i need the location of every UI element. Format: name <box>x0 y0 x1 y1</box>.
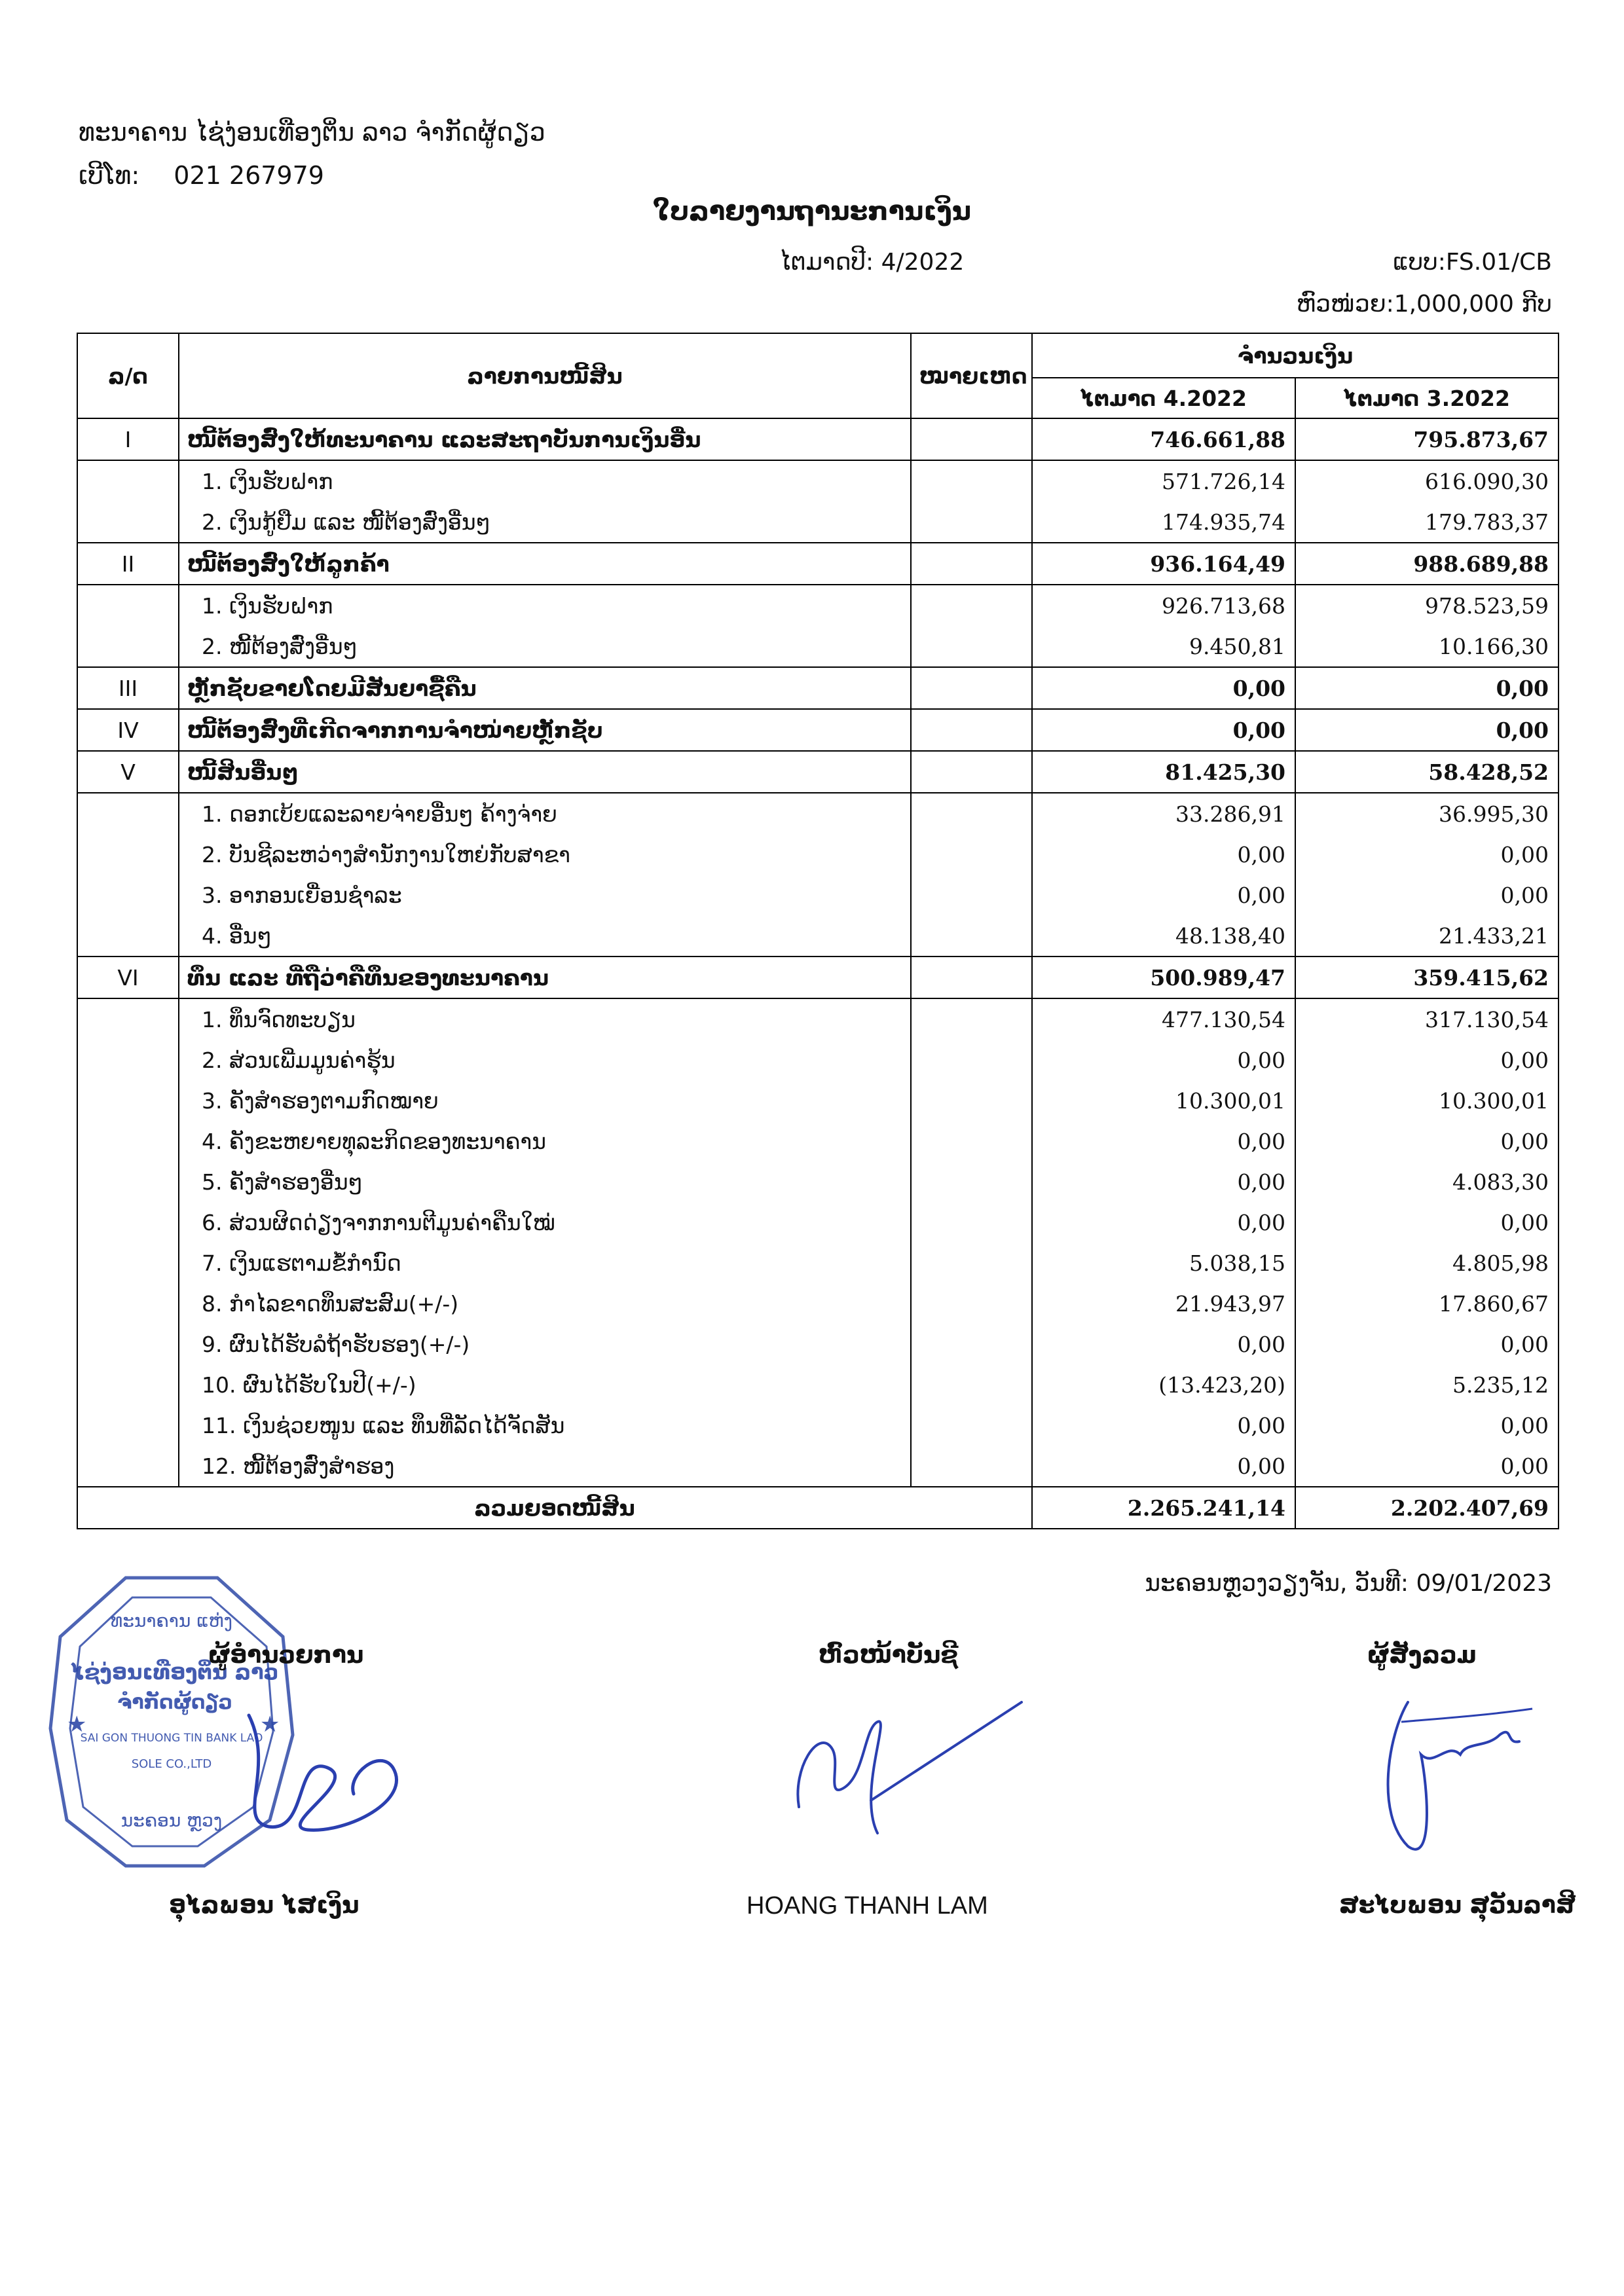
phone-label: ເບີໂທ: <box>79 161 140 190</box>
row-label: 1. ດອກເບ້ຍແລະລາຍຈ່າຍອື່ນໆ ຄ້າງຈ່າຍ <box>179 793 911 834</box>
row-label: ໜີ້ສິນອື່ນໆ <box>179 751 911 793</box>
row-note <box>911 915 1032 957</box>
row-q4-value: 0,00 <box>1032 875 1295 915</box>
row-note <box>911 1405 1032 1446</box>
row-q3-value: 317.130,54 <box>1295 998 1559 1040</box>
row-q4-value: 0,00 <box>1032 667 1295 709</box>
report-title: ໃບລາຍງານຖານະການເງິນ <box>653 196 971 227</box>
row-code <box>77 1324 179 1364</box>
row-q3-value: 978.523,59 <box>1295 585 1559 626</box>
row-note <box>911 834 1032 875</box>
unit-label: ຫົວໜ່ວຍ:1,000,000 ກີບ <box>1296 291 1552 318</box>
table-row <box>77 1121 1559 1161</box>
section-row <box>77 751 1559 793</box>
preparer-name: ສະໄບພອນ ສຸວັນລາສີ <box>1339 1892 1576 1919</box>
row-q3-value: 58.428,52 <box>1295 751 1559 793</box>
row-q4-value: 0,00 <box>1032 1161 1295 1202</box>
accountant-title: ຫົວໜ້າບັນຊີ <box>819 1642 959 1669</box>
liabilities-table <box>77 333 1559 1529</box>
section-row <box>77 957 1559 998</box>
row-q4-value: 0,00 <box>1032 1446 1295 1487</box>
preparer-title: ຜູ້ສັງລວມ <box>1367 1642 1477 1669</box>
row-q3-value: 5.235,12 <box>1295 1364 1559 1405</box>
row-code <box>77 834 179 875</box>
director-name: ອຸໄລພອນ ໄສເງິນ <box>169 1892 360 1919</box>
phone-line <box>79 161 324 190</box>
row-label: 5. ຄັງສຳຮອງອື່ນໆ <box>179 1161 911 1202</box>
table-row <box>77 1446 1559 1487</box>
row-code <box>77 1161 179 1202</box>
row-label: ໜີ້ຕ້ອງສົ່ງໃຫ້ທະນາຄານ ແລະສະຖາບັນການເງິນອື່ນ <box>179 418 911 460</box>
row-q3-value: 10.166,30 <box>1295 626 1559 667</box>
table-row <box>77 1324 1559 1364</box>
row-label: 2. ສ່ວນເພີ່ມມູນຄ່າຮຸ້ນ <box>179 1040 911 1080</box>
table-body <box>77 418 1559 1487</box>
row-note <box>911 501 1032 543</box>
row-q4-value: 477.130,54 <box>1032 998 1295 1040</box>
row-code <box>77 1243 179 1283</box>
row-q4-value: 0,00 <box>1032 1202 1295 1243</box>
table-row <box>77 1283 1559 1324</box>
row-q4-value: 500.989,47 <box>1032 957 1295 998</box>
row-q3-value: 795.873,67 <box>1295 418 1559 460</box>
row-label: 2. ບັນຊີລະຫວ່າງສຳນັກງານໃຫຍ່ກັບສາຂາ <box>179 834 911 875</box>
table-row <box>77 834 1559 875</box>
row-q4-value: 21.943,97 <box>1032 1283 1295 1324</box>
table-row <box>77 585 1559 626</box>
section-row <box>77 709 1559 751</box>
row-q3-value: 21.433,21 <box>1295 915 1559 957</box>
table-row <box>77 998 1559 1040</box>
row-note <box>911 626 1032 667</box>
row-q4-value: 10.300,01 <box>1032 1080 1295 1121</box>
stamp-star-left-icon: ★ <box>67 1711 87 1738</box>
row-q4-value: 5.038,15 <box>1032 1243 1295 1283</box>
row-label: 10. ຜົນໄດ້ຮັບໃນປີ(+/-) <box>179 1364 911 1405</box>
row-code <box>77 460 179 501</box>
row-q3-value: 0,00 <box>1295 1040 1559 1080</box>
row-code <box>77 1446 179 1487</box>
total-q3: 2.202.407,69 <box>1295 1487 1559 1529</box>
table-row <box>77 1040 1559 1080</box>
row-q3-value: 0,00 <box>1295 1446 1559 1487</box>
row-code <box>77 875 179 915</box>
row-label: 9. ຜົນໄດ້ຮັບລໍຖ້າຮັບຮອງ(+/-) <box>179 1324 911 1364</box>
form-code: ແບບ:FS.01/CB <box>1393 249 1552 276</box>
row-note <box>911 543 1032 585</box>
row-q4-value: 9.450,81 <box>1032 626 1295 667</box>
col-header-q4: ໄຕມາດ 4.2022 <box>1032 378 1295 418</box>
table-row <box>77 1243 1559 1283</box>
row-q3-value: 0,00 <box>1295 667 1559 709</box>
total-q4: 2.265.241,14 <box>1032 1487 1295 1529</box>
row-code: II <box>77 543 179 585</box>
row-q3-value: 4.805,98 <box>1295 1243 1559 1283</box>
row-q4-value: 0,00 <box>1032 709 1295 751</box>
row-note <box>911 1202 1032 1243</box>
row-code <box>77 1080 179 1121</box>
row-q3-value: 0,00 <box>1295 1324 1559 1364</box>
report-period: ໄຕມາດປີ: 4/2022 <box>779 249 965 276</box>
row-q3-value: 0,00 <box>1295 1405 1559 1446</box>
row-q4-value: 746.661,88 <box>1032 418 1295 460</box>
row-q3-value: 10.300,01 <box>1295 1080 1559 1121</box>
row-q4-value: (13.423,20) <box>1032 1364 1295 1405</box>
row-code <box>77 1364 179 1405</box>
row-note <box>911 667 1032 709</box>
row-label: 4. ອື່ນໆ <box>179 915 911 957</box>
stamp-text-en2: SOLE CO.,LTD <box>131 1757 212 1771</box>
row-code <box>77 915 179 957</box>
accountant-name: HOANG THANH LAM <box>747 1892 988 1920</box>
row-label: 7. ເງິນແຮຕາມຂໍ້ກຳນົດ <box>179 1243 911 1283</box>
row-label: 4. ຄັງຂະຫຍາຍທຸລະກິດຂອງທະນາຄານ <box>179 1121 911 1161</box>
row-note <box>911 875 1032 915</box>
row-q4-value: 0,00 <box>1032 1121 1295 1161</box>
table-row <box>77 460 1559 501</box>
accountant-signature <box>779 1689 1028 1853</box>
row-label: 3. ຄັງສຳຮອງຕາມກົດໝາຍ <box>179 1080 911 1121</box>
bank-name: ທະນາຄານ ໄຊ່ງ່ອນເທືອງຕິ່ນ ລາວ ຈຳກັດຜູ້ດຽວ <box>79 118 545 147</box>
row-q3-value: 616.090,30 <box>1295 460 1559 501</box>
section-row <box>77 543 1559 585</box>
row-q3-value: 0,00 <box>1295 1121 1559 1161</box>
stamp-text-top: ທະນາຄານ ແຫ່ງ <box>110 1610 233 1631</box>
stamp-text-en1: SAI GON THUONG TIN BANK LAO <box>80 1732 263 1745</box>
col-header-q3: ໄຕມາດ 3.2022 <box>1295 378 1559 418</box>
row-q3-value: 359.415,62 <box>1295 957 1559 998</box>
row-note <box>911 998 1032 1040</box>
row-note <box>911 1121 1032 1161</box>
row-code: V <box>77 751 179 793</box>
row-q3-value: 0,00 <box>1295 875 1559 915</box>
row-code <box>77 1202 179 1243</box>
row-code: VI <box>77 957 179 998</box>
row-label: 2. ໜີ້ຕ້ອງສົ່ງອື່ນໆ <box>179 626 911 667</box>
row-code: I <box>77 418 179 460</box>
row-q4-value: 0,00 <box>1032 1324 1295 1364</box>
row-code <box>77 626 179 667</box>
preparer-signature <box>1362 1683 1559 1866</box>
row-code: III <box>77 667 179 709</box>
row-q4-value: 0,00 <box>1032 1040 1295 1080</box>
table-row <box>77 875 1559 915</box>
row-label: 11. ເງິນຊ່ວຍໜູນ ແລະ ທຶນທີ່ລັດໄດ້ຈັດສັນ <box>179 1405 911 1446</box>
section-row <box>77 667 1559 709</box>
row-label: 6. ສ່ວນຜິດດ່ຽງຈາກການຕີມູນຄ່າຄືນໃໝ່ <box>179 1202 911 1243</box>
row-code <box>77 1283 179 1324</box>
col-header-amount: ຈຳນວນເງິນ <box>1032 333 1559 378</box>
total-row <box>77 1487 1559 1529</box>
row-q4-value: 0,00 <box>1032 1405 1295 1446</box>
stamp-text-bottom: ນະຄອນ ຫຼວງ <box>120 1810 223 1831</box>
row-code <box>77 998 179 1040</box>
row-note <box>911 1040 1032 1080</box>
row-q4-value: 33.286,91 <box>1032 793 1295 834</box>
director-signature <box>196 1676 432 1853</box>
row-note <box>911 1283 1032 1324</box>
row-label: 12. ໜີ້ຕ້ອງສົ່ງສຳຮອງ <box>179 1446 911 1487</box>
row-q3-value: 17.860,67 <box>1295 1283 1559 1324</box>
row-code <box>77 793 179 834</box>
row-q4-value: 48.138,40 <box>1032 915 1295 957</box>
row-label: 8. ກຳໄລຂາດທຶນສະສົມ(+/-) <box>179 1283 911 1324</box>
col-header-item: ລາຍການໜີ້ສິນ <box>179 333 911 418</box>
row-q3-value: 4.083,30 <box>1295 1161 1559 1202</box>
row-q3-value: 0,00 <box>1295 709 1559 751</box>
row-note <box>911 460 1032 501</box>
row-note <box>911 1446 1032 1487</box>
row-note <box>911 585 1032 626</box>
place-date: ນະຄອນຫຼວງວຽງຈັນ, ວັນທີ: 09/01/2023 <box>1145 1570 1552 1597</box>
row-note <box>911 793 1032 834</box>
row-note <box>911 1080 1032 1121</box>
row-note <box>911 1243 1032 1283</box>
row-label: 2. ເງິນກູ້ຢືມ ແລະ ໜີ້ຕ້ອງສົ່ງອື່ນໆ <box>179 501 911 543</box>
table-row <box>77 1405 1559 1446</box>
phone-value: 021 267979 <box>174 161 324 190</box>
row-code <box>77 501 179 543</box>
row-code <box>77 585 179 626</box>
row-note <box>911 709 1032 751</box>
table-row <box>77 1202 1559 1243</box>
stamp-star-right-icon: ★ <box>260 1711 280 1738</box>
row-q4-value: 0,00 <box>1032 834 1295 875</box>
stamp-text-mid1: ໄຊ່ງ່ອນເທືອງຕິ່ນ ລາວ <box>71 1660 279 1685</box>
row-q4-value: 571.726,14 <box>1032 460 1295 501</box>
director-title: ຜູ້ອຳນວຍການ <box>208 1642 364 1669</box>
row-q4-value: 936.164,49 <box>1032 543 1295 585</box>
table-row <box>77 1161 1559 1202</box>
stamp-text-mid2: ຈຳກັດຜູ້ດຽວ <box>117 1691 232 1714</box>
table-row <box>77 501 1559 543</box>
row-label: 1. ເງິນຮັບຝາກ <box>179 585 911 626</box>
section-row <box>77 418 1559 460</box>
row-label: 3. ອາກອນເຍື່ອນຊຳລະ <box>179 875 911 915</box>
row-q3-value: 0,00 <box>1295 1202 1559 1243</box>
row-q3-value: 0,00 <box>1295 834 1559 875</box>
row-label: ໜີ້ຕ້ອງສົ່ງໃຫ້ລູກຄ້າ <box>179 543 911 585</box>
row-code <box>77 1040 179 1080</box>
row-q4-value: 174.935,74 <box>1032 501 1295 543</box>
row-label: 1. ເງິນຮັບຝາກ <box>179 460 911 501</box>
row-code: IV <box>77 709 179 751</box>
col-header-no: ລ/ດ <box>77 333 179 418</box>
row-note <box>911 751 1032 793</box>
row-q3-value: 36.995,30 <box>1295 793 1559 834</box>
row-code <box>77 1121 179 1161</box>
row-label: ທຶນ ແລະ ທີ່ຖືວ່າຄືທຶນຂອງທະນາຄານ <box>179 957 911 998</box>
row-q3-value: 179.783,37 <box>1295 501 1559 543</box>
row-note <box>911 957 1032 998</box>
row-label: ຫຼັກຊັບຂາຍໂດຍມີສັນຍາຊື້ຄືນ <box>179 667 911 709</box>
row-q4-value: 81.425,30 <box>1032 751 1295 793</box>
table-row <box>77 626 1559 667</box>
row-q3-value: 988.689,88 <box>1295 543 1559 585</box>
table-row <box>77 915 1559 957</box>
col-header-note: ໝາຍເຫດ <box>911 333 1032 418</box>
row-note <box>911 1324 1032 1364</box>
table-row <box>77 1080 1559 1121</box>
row-label: 1. ທຶນຈົດທະບຽນ <box>179 998 911 1040</box>
row-label: ໜີ້ຕ້ອງສົ່ງທີ່ເກີດຈາກການຈຳໜ່າຍຫຼັກຊັບ <box>179 709 911 751</box>
row-q4-value: 926.713,68 <box>1032 585 1295 626</box>
row-note <box>911 418 1032 460</box>
table-row <box>77 793 1559 834</box>
table-row <box>77 1364 1559 1405</box>
total-label: ລວມຍອດໜີ້ສິນ <box>77 1487 1032 1529</box>
row-code <box>77 1405 179 1446</box>
row-note <box>911 1161 1032 1202</box>
row-note <box>911 1364 1032 1405</box>
